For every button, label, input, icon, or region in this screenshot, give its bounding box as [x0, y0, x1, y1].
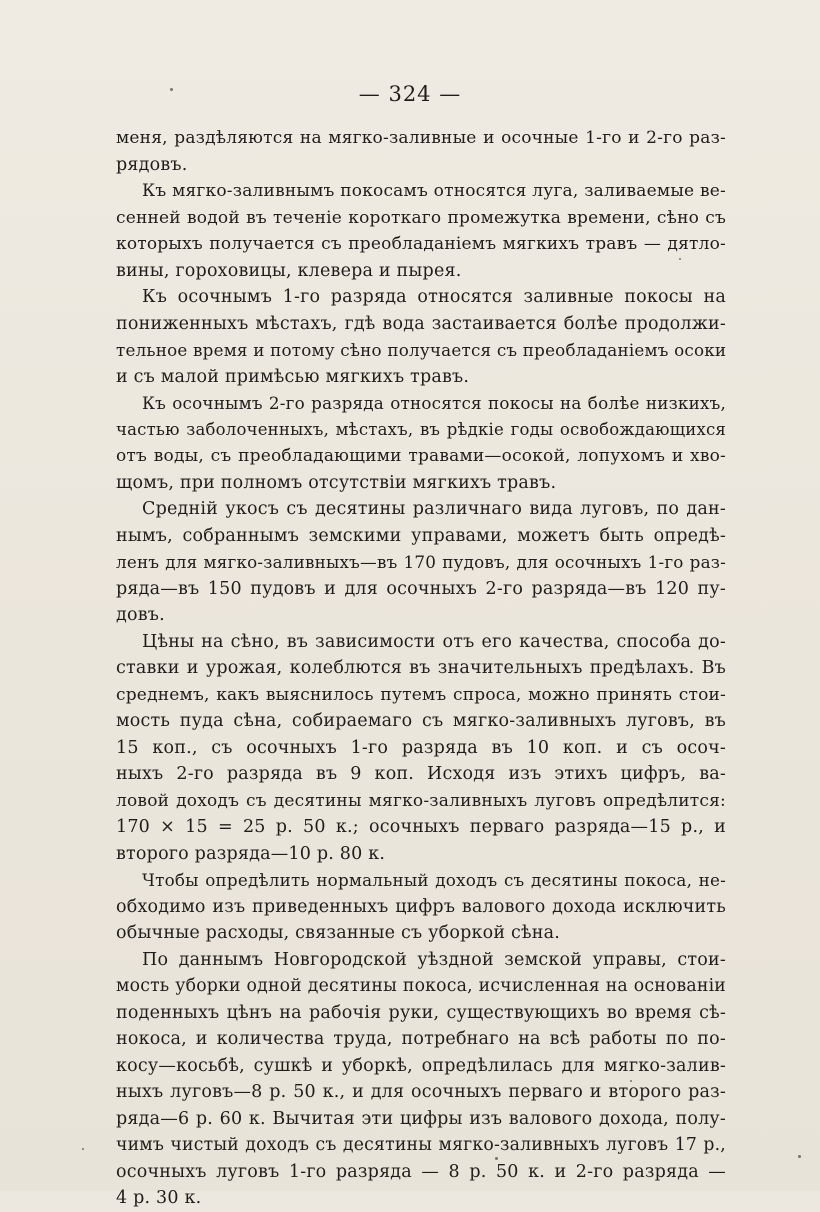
text-line: обходимо изъ приведенныхъ цифръ валового дохода исключить	[116, 896, 726, 917]
text-line: ленъ для мягко-заливныхъ—въ 170 пудовъ, для осочныхъ 1-го раз-	[116, 552, 726, 572]
print-speck	[170, 88, 173, 91]
text-line: и съ малой примѣсью мягкихъ травъ.	[116, 366, 470, 387]
text-line: мость пуда сѣна, собираемаго съ мягко-заливныхъ луговъ, въ	[116, 711, 726, 731]
text-line: меня, раздѣляются на мягко-заливные и осочные 1-го и 2-го раз-	[116, 128, 726, 148]
text-line: Къ осочнымъ 2-го разряда относятся покосы на болѣе низкихъ,	[142, 393, 726, 413]
text-line: Къ мягко-заливнымъ покосамъ относятся луга, заливаемые ве-	[142, 181, 726, 201]
text-line: нымъ, собраннымъ земскими управами, можетъ быть опредѣ-	[116, 525, 726, 546]
text-line: Чтобы опредѣлить нормальный доходъ съ десятины покоса, не-	[142, 870, 726, 890]
text-line: Средній укосъ съ десятины различнаго вида луговъ, по дан-	[142, 499, 726, 519]
page-number: — 324 —	[358, 82, 462, 106]
text-line: ряда—6 р. 60 к. Вычитая эти цифры изъ валового дохода, полу-	[116, 1108, 726, 1129]
text-line: ставки и урожая, колеблются въ значительныхъ предѣлахъ. Въ	[116, 658, 726, 678]
text-line: щомъ, при полномъ отсутствіи мягкихъ травъ.	[116, 472, 557, 493]
text-line: осочныхъ луговъ 1-го разряда — 8 р. 50 к. и 2-го разряда —	[116, 1161, 726, 1182]
body-text	[116, 125, 726, 1212]
text-line: поденныхъ цѣнъ на рабочія руки, существующихъ во время сѣ-	[116, 1002, 726, 1023]
text-line: тельное время и потому сѣно получается съ преобладаніемъ осоки	[116, 340, 727, 360]
text-line: 170 × 15 = 25 р. 50 к.; осочныхъ перваго разряда—15 р., и	[116, 817, 726, 837]
text-line: мость уборки одной десятины покоса, исчисленная на основаніи	[116, 976, 726, 996]
print-speck	[495, 1157, 498, 1160]
text-line: чимъ чистый доходъ съ десятины мягко-заливныхъ луговъ 17 р.,	[116, 1135, 726, 1155]
text-line: пониженныхъ мѣстахъ, гдѣ вода застаивается болѣе продолжи-	[116, 313, 726, 334]
text-line: ряда—въ 150 пудовъ и для осочныхъ 2-го разряда—въ 120 пу-	[116, 578, 726, 599]
print-speck	[630, 1080, 632, 1082]
text-line: Къ осочнымъ 1-го разряда относятся заливные покосы на	[142, 287, 726, 307]
text-line: рядовъ.	[116, 154, 188, 175]
text-line: ловой доходъ съ десятины мягко-заливныхъ луговъ опредѣлится:	[116, 790, 726, 811]
text-line: 15 коп., съ осочныхъ 1-го разряда въ 10 коп. и съ осоч-	[116, 737, 726, 758]
text-line: сенней водой въ теченіе короткаго промежутка времени, сѣно съ	[116, 207, 726, 228]
text-line: вины, гороховицы, клевера и пырея.	[116, 260, 462, 281]
text-line: отъ воды, съ преобладающими травами—осокой, лопухомъ и хво-	[116, 446, 726, 466]
text-line: По даннымъ Новгородской уѣздной земской управы, стои-	[142, 949, 726, 970]
text-line: косу—косьбѣ, сушкѣ и уборкѣ, опредѣлилась для мягко-залив-	[116, 1055, 726, 1076]
text-line: 4 р. 30 к.	[116, 1188, 202, 1208]
text-line: второго разряда—10 р. 80 к.	[116, 843, 386, 864]
text-line: довъ.	[116, 605, 165, 625]
text-line: ныхъ луговъ—8 р. 50 к., и для осочныхъ перваго и второго раз-	[116, 1082, 726, 1102]
text-line: среднемъ, какъ выяснилось путемъ спроса, можно принять стои-	[116, 684, 726, 705]
print-speck	[82, 1148, 84, 1150]
text-line: которыхъ получается съ преобладаніемъ мягкихъ травъ — дятло-	[116, 234, 726, 254]
text-line: Цѣны на сѣно, въ зависимости отъ его качества, способа до-	[142, 631, 726, 652]
print-speck	[679, 258, 681, 260]
text-line: нокоса, и количества труда, потребнаго на всѣ работы по по-	[116, 1029, 726, 1049]
print-speck	[798, 1155, 801, 1158]
text-line: частью заболоченныхъ, мѣстахъ, въ рѣдкіе годы освобождающихся	[116, 419, 726, 439]
text-line: ныхъ 2-го разряда въ 9 коп. Исходя изъ этихъ цифръ, ва-	[116, 764, 726, 784]
text-line: обычные расходы, связанные съ уборкой сѣна.	[116, 923, 560, 943]
